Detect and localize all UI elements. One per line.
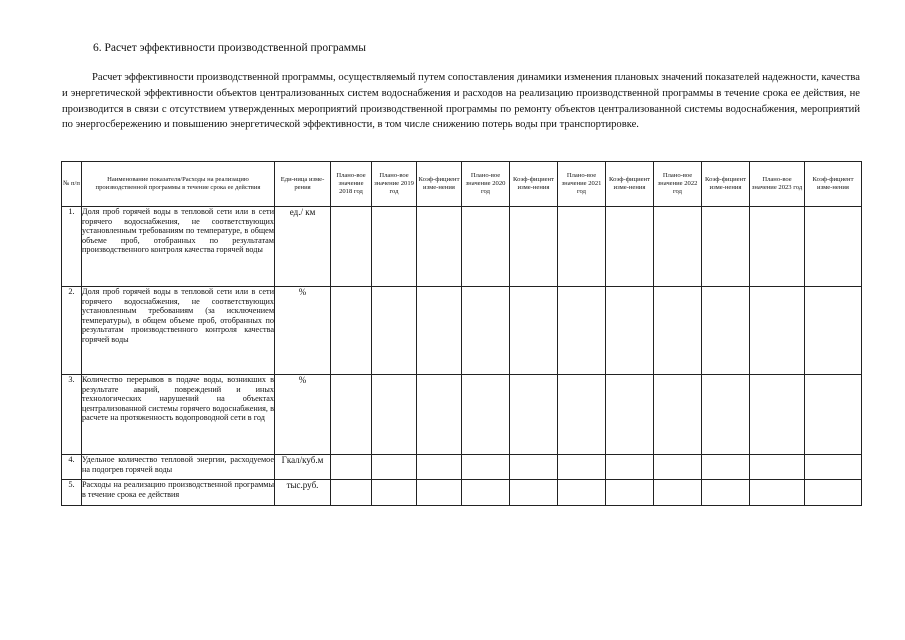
value-cell [750,480,805,506]
header-cell: Плано-вое значение 2018 год [331,162,372,207]
value-cell [462,375,510,455]
value-cell [750,375,805,455]
value-cell [558,207,606,287]
value-cell [372,207,417,287]
value-cell [372,375,417,455]
header-cell: Плано-вое значение 2023 год [750,162,805,207]
row-unit: Гкал/куб.м [275,455,331,480]
intro-paragraph: Расчет эффективности производственной программы, осуществляемый путем сопоставления динамики изменения плановых значений показателей надежности, качества и энергетической эффективности объектов централизованных систем водоснабжения и расходов на реализацию производственной программы в течение срока ее действия, не производится в связи с отсутствием утвержденных мероприятий производственной программы по ремонту объектов централизованной системы водоснабжения, мероприятий по энергосбережению и повышению энергетической эффективности, в том числе снижению потерь воды при транспортировке. [62,72,860,131]
table-row [62,375,862,455]
row-number: 1. [62,207,82,287]
value-cell [805,375,862,455]
value-cell [331,207,372,287]
value-cell [510,375,558,455]
header-cell: Наименование показателя/Расходы на реализацию производственной программы в течение срока ее действия [82,162,275,207]
value-cell [558,480,606,506]
value-cell [805,287,862,375]
table-row [62,480,862,506]
value-cell [331,455,372,480]
value-cell [462,207,510,287]
value-cell [462,480,510,506]
header-cell: Плано-вое значение 2019 год [372,162,417,207]
value-cell [372,480,417,506]
value-cell [654,455,702,480]
row-indicator-name: Доля проб горячей воды в тепловой сети или в сети горячего водоснабжения, не соответствующих установленным требованиям по температуре, в общем объеме проб, отобранных по результатам производственного контроля качества горячей воды [82,207,275,287]
header-cell: Еди-ница изме-рения [275,162,331,207]
row-number: 5. [62,480,82,506]
value-cell [606,375,654,455]
header-cell: Плано-вое значение 2021 год [558,162,606,207]
value-cell [606,207,654,287]
header-cell: № п/п [62,162,82,207]
efficiency-table [61,161,862,506]
header-cell: Плано-вое значение 2022 год [654,162,702,207]
row-unit: % [275,287,331,375]
value-cell [331,287,372,375]
value-cell [702,207,750,287]
value-cell [654,207,702,287]
value-cell [805,207,862,287]
header-cell: Коэф-фициент изме-нения [606,162,654,207]
header-cell: Коэф-фициент изме-нения [510,162,558,207]
value-cell [372,455,417,480]
row-unit: % [275,375,331,455]
value-cell [558,375,606,455]
table-row [62,207,862,287]
value-cell [417,287,462,375]
value-cell [805,480,862,506]
value-cell [510,480,558,506]
value-cell [750,287,805,375]
header-cell: Коэф-фициент изме-нения [805,162,862,207]
row-indicator-name: Доля проб горячей воды в тепловой сети или в сети горячего водоснабжения, не соответствующих установленным требованиям (за исключением температуры), в общем объеме проб, отобранных по результатам производственного контроля качества горячей воды [82,287,275,375]
row-number: 3. [62,375,82,455]
row-unit: тыс.руб. [275,480,331,506]
value-cell [805,455,862,480]
value-cell [331,375,372,455]
table-header-row [62,162,862,207]
value-cell [750,455,805,480]
value-cell [654,480,702,506]
value-cell [702,287,750,375]
value-cell [462,287,510,375]
value-cell [417,455,462,480]
section-heading: 6. Расчет эффективности производственной программы [93,42,367,54]
value-cell [702,455,750,480]
value-cell [510,455,558,480]
row-number: 4. [62,455,82,480]
row-indicator-name: Удельное количество тепловой энергии, расходуемое на подогрев горячей воды [82,455,275,480]
value-cell [654,375,702,455]
row-number: 2. [62,287,82,375]
value-cell [606,287,654,375]
value-cell [606,455,654,480]
row-unit: ед./ км [275,207,331,287]
value-cell [702,480,750,506]
value-cell [331,480,372,506]
value-cell [654,287,702,375]
value-cell [558,287,606,375]
value-cell [702,375,750,455]
value-cell [417,207,462,287]
table-row [62,455,862,480]
value-cell [510,287,558,375]
value-cell [372,287,417,375]
value-cell [606,480,654,506]
value-cell [462,455,510,480]
header-cell: Коэф-фициент изме-нения [702,162,750,207]
value-cell [417,480,462,506]
header-cell: Коэф-фициент изме-нения [417,162,462,207]
value-cell [558,455,606,480]
header-cell: Плано-вое значение 2020 год [462,162,510,207]
value-cell [510,207,558,287]
row-indicator-name: Количество перерывов в подаче воды, возникших в результате аварий, повреждений и иных технологических нарушений на объектах централизованной системы горячего водоснабжения, в расчете на протяженность водопроводной сети в год [82,375,275,455]
value-cell [417,375,462,455]
value-cell [750,207,805,287]
row-indicator-name: Расходы на реализацию производственной программы в течение срока ее действия [82,480,275,506]
table-row [62,287,862,375]
